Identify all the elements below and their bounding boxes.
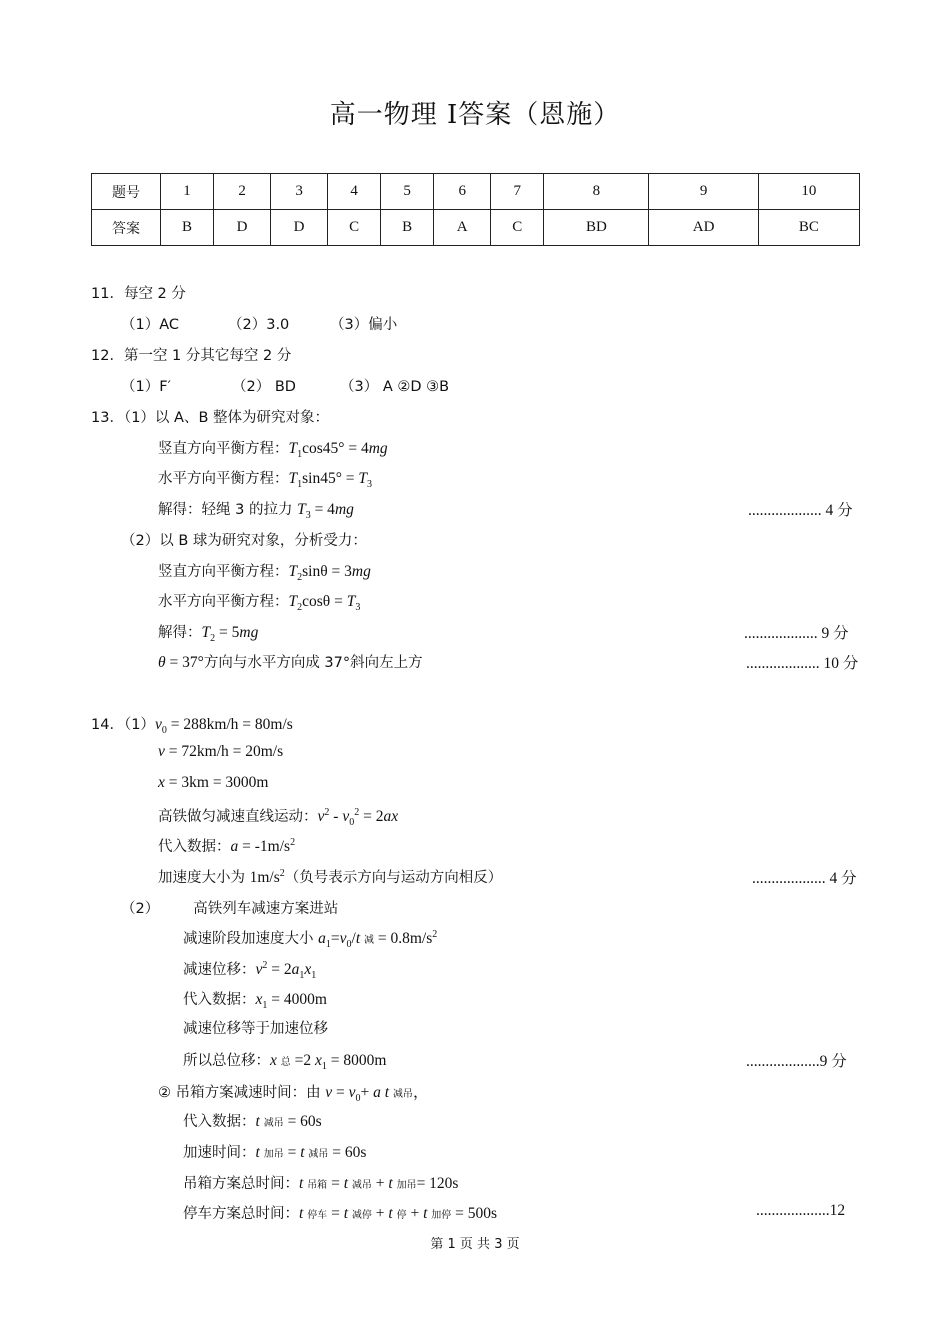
q14-eq-11: 所以总位移：x 总 =2 $x_1 = 8000m$ (183, 1052, 387, 1073)
answer-table (91, 173, 860, 246)
q14-eq-6: 加速度大小为 $1m/s^2$（负号表示方向与运动方向相反） (158, 867, 503, 886)
q14-eq-8: 减速位移：$v^2 = 2a_1x_1$ (183, 959, 317, 982)
table-cell: B (381, 210, 434, 246)
table-cell: 7 (491, 174, 544, 210)
table-cell: D (214, 210, 271, 246)
table-cell: 3 (271, 174, 328, 210)
q13-eq-2: 水平方向平衡方程：$T_1\sin 45^\circ = T_3$ (158, 470, 373, 491)
q11-heading: 11．每空 2 分 (91, 286, 186, 302)
q14-eq-14: 加速时间：t 加吊 = t 减吊 = 60s (183, 1144, 367, 1161)
table-cell: 4 (328, 174, 381, 210)
q14-eq-10: 减速位移等于加速位移 (183, 1021, 328, 1037)
q14-eq-1: 14．$(1)v_0 = 288km/h = 80m/s$ (91, 716, 293, 737)
q13-score-3: ................... 10 分 (746, 655, 859, 672)
q13-eq-5: 水平方向平衡方程：$T_2\cos\theta = T_3$ (158, 593, 361, 614)
table-row-numbers (92, 174, 860, 210)
page-title: 高一物理 Ⅰ答案（恩施） (329, 100, 621, 130)
q14-score-3: ...................12 (756, 1202, 846, 1219)
table-cell: B (161, 210, 214, 246)
table-cell: BD (544, 210, 649, 246)
q13-score-1: ................... 4 分 (748, 502, 853, 519)
table-cell: C (491, 210, 544, 246)
table-cell: 6 (434, 174, 491, 210)
q13-eq-1: 竖直方向平衡方程：$T_1\cos 45^\circ = 4mg$ (158, 440, 388, 461)
q14-part-2: （2） 高铁列车减速方案进站 (121, 901, 339, 917)
table-cell: 1 (161, 174, 214, 210)
table-cell: AD (649, 210, 758, 246)
q14-eq-13: 代入数据：t 减吊 = 60s (183, 1113, 322, 1130)
q14-eq-15: 吊箱方案总时间：t 吊箱 = t 减吊 + t 加吊= 120s (183, 1175, 459, 1192)
table-cell: 2 (214, 174, 271, 210)
q14-eq-16: 停车方案总时间：t 停车 = t 减停 + t 停 + t 加停 = 500s (183, 1205, 498, 1222)
row-label: 题号 (92, 174, 161, 210)
q14-eq-2: v = 72km/h = 20m/s (158, 743, 284, 760)
q12-answer-2: （2） BD (232, 379, 296, 395)
table-cell: C (328, 210, 381, 246)
table-cell: 10 (758, 174, 859, 210)
q13-eq-6: 解得：$T_2 = 5mg$ (158, 624, 259, 645)
q14-eq-12: ② 吊箱方案减速时间：由 $v = v_0+ a$ t 减吊， (158, 1084, 429, 1105)
table-cell: A (434, 210, 491, 246)
q11-answer-3: （3）偏小 (330, 317, 398, 333)
row-label: 答案 (92, 210, 161, 246)
q11-answer-1: （1）AC (121, 317, 180, 333)
q14-score-1: ................... 4 分 (752, 870, 857, 887)
q14-score-2: ...................9 分 (746, 1053, 847, 1070)
q13-score-2: ................... 9 分 (744, 625, 849, 642)
q14-eq-9: 代入数据：$x_1 = 4000m$ (183, 991, 327, 1012)
q11-answer-2: （2）3.0 (228, 317, 290, 333)
table-cell: 9 (649, 174, 758, 210)
q13-part-2: （2）以 B 球为研究对象，分析受力： (121, 533, 367, 549)
q14-eq-7: 减速阶段加速度大小 $a_1=v_0/t$ 减 = $0.8m/s^2$ (183, 928, 438, 951)
table-cell: BC (758, 210, 859, 246)
q13-eq-7: θ = 37°方向与水平方向成 37°斜向左上方 (158, 654, 423, 671)
table-cell: 8 (544, 174, 649, 210)
q13-eq-3: 解得：轻绳 3 的拉力 $T_3 = 4mg$ (158, 501, 354, 522)
page-footer: 第 1 页 共 3 页 (430, 1237, 520, 1252)
q13-heading: 13．（1）以 A、B 整体为研究对象： (91, 410, 330, 426)
table-row-answers (92, 210, 860, 246)
q14-eq-3: x = 3km = 3000m (158, 774, 269, 791)
q12-answer-1: （1）F′ (121, 379, 171, 395)
q14-eq-5: 代入数据：$a = -1m/s^2$ (158, 836, 296, 855)
q14-eq-4: 高铁做匀减速直线运动：$v^2 - v_0^2 = 2ax$ (158, 806, 399, 829)
q12-answer-3: （3） A ②D ③B (340, 379, 450, 395)
q12-heading: 12．第一空 1 分其它每空 2 分 (91, 348, 292, 364)
q13-eq-4: 竖直方向平衡方程：$T_2\sin\theta = 3mg$ (158, 563, 371, 584)
table-cell: 5 (381, 174, 434, 210)
table-cell: D (271, 210, 328, 246)
